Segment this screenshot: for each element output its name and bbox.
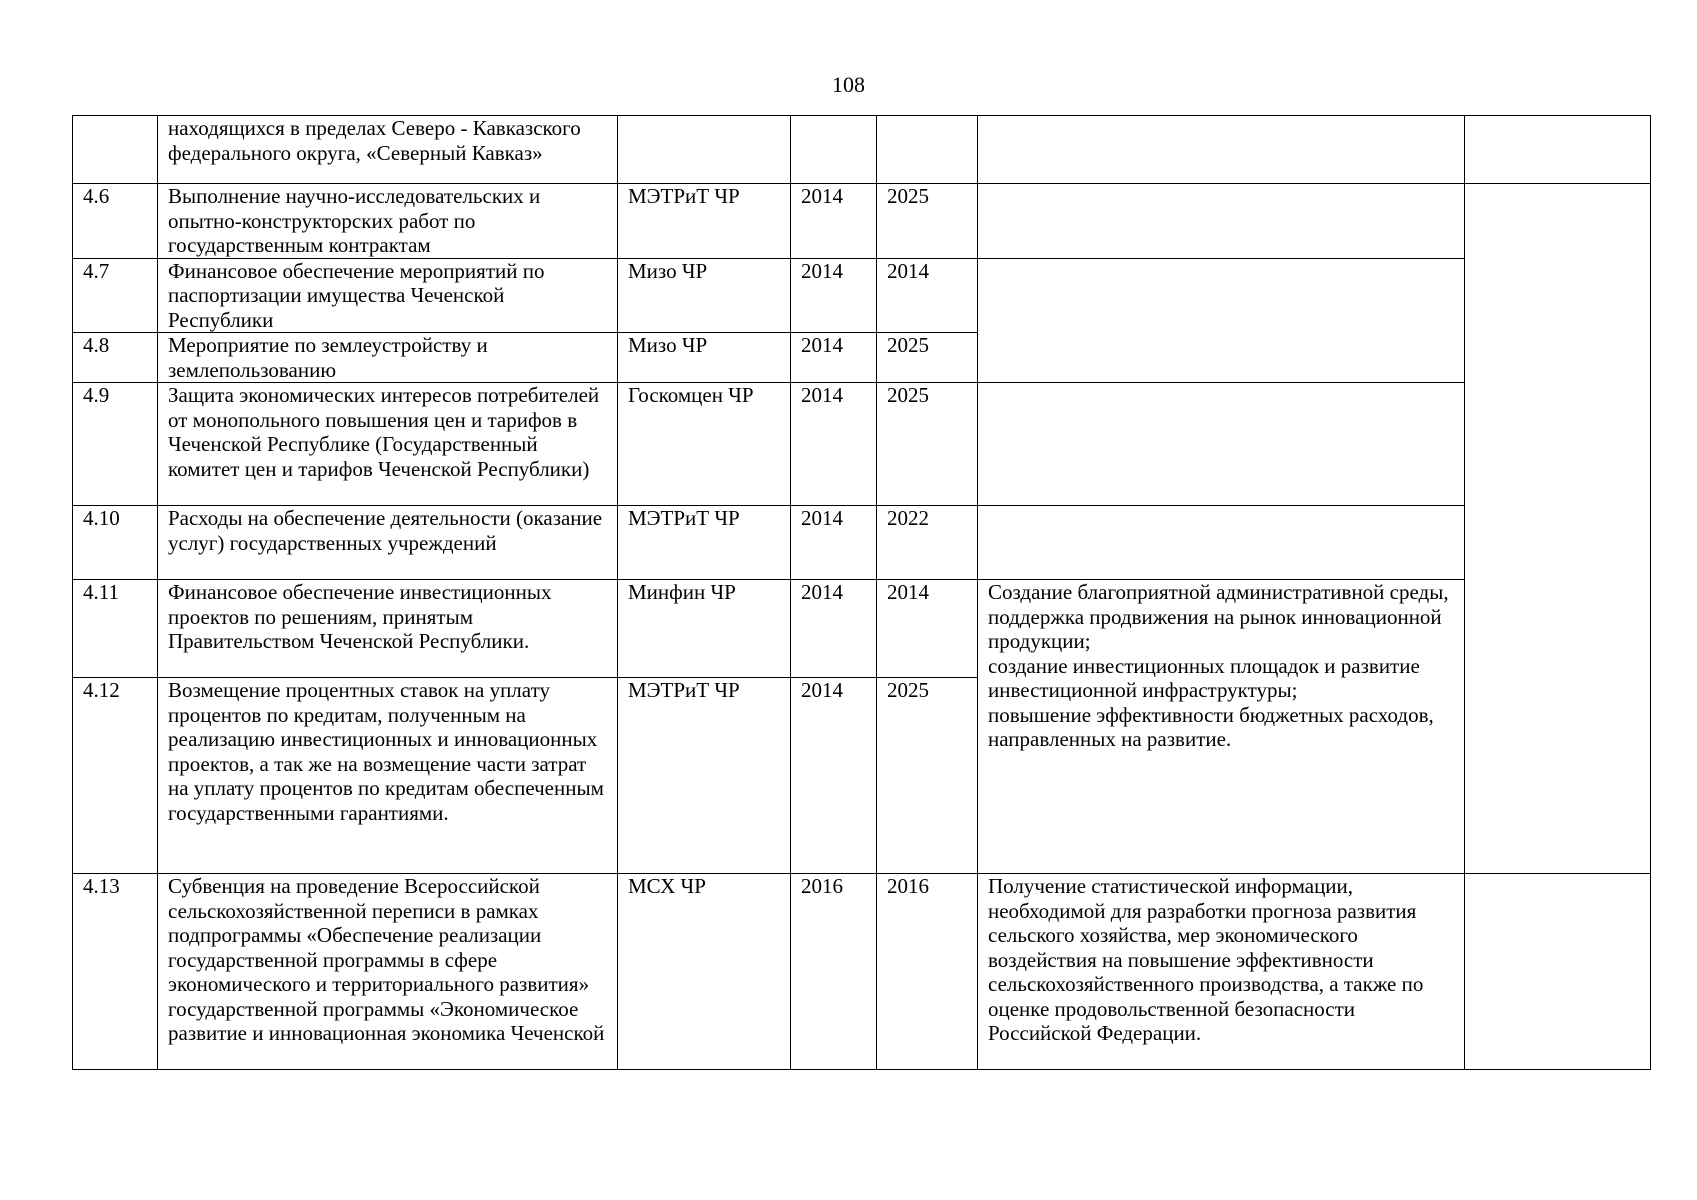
end-year-cell [877, 116, 978, 184]
activity-name-cell: Мероприятие по землеустройству и землепользованию [158, 333, 618, 383]
result-cell [978, 383, 1465, 506]
row-number-cell: 4.10 [73, 506, 158, 580]
row-number-cell: 4.12 [73, 678, 158, 874]
table-row [73, 383, 1651, 506]
result-cell [978, 116, 1465, 184]
executor-cell: Мизо ЧР [618, 333, 791, 383]
start-year-cell: 2014 [791, 383, 877, 506]
start-year-cell: 2014 [791, 258, 877, 333]
indicator-cell [1465, 184, 1651, 874]
start-year-cell: 2014 [791, 580, 877, 678]
program-activities-table [72, 115, 1651, 1070]
executor-cell: МЭТРиТ ЧР [618, 506, 791, 580]
start-year-cell [791, 116, 877, 184]
row-number-cell: 4.11 [73, 580, 158, 678]
indicator-cell [1465, 874, 1651, 1070]
start-year-cell: 2016 [791, 874, 877, 1070]
executor-cell: МЭТРиТ ЧР [618, 184, 791, 259]
start-year-cell: 2014 [791, 184, 877, 259]
executor-cell: МСХ ЧР [618, 874, 791, 1070]
executor-cell: Госкомцен ЧР [618, 383, 791, 506]
table-row [73, 116, 1651, 184]
executor-cell [618, 116, 791, 184]
result-cell [978, 258, 1465, 383]
activity-name-cell: находящихся в пределах Северо - Кавказского федерального округа, «Северный Кавказ» [158, 116, 618, 184]
executor-cell: МЭТРиТ ЧР [618, 678, 791, 874]
row-number-cell: 4.13 [73, 874, 158, 1070]
activity-name-cell: Расходы на обеспечение деятельности (оказание услуг) государственных учреждений [158, 506, 618, 580]
table-row [73, 580, 1651, 678]
result-cell: Создание благоприятной административной среды, поддержка продвижения на рынок инновационной продукции; создание инвестиционных площадок и развитие инвестиционной инфраструктуры; повышение эффективности бюджетных расходов, направленных на развитие. [978, 580, 1465, 874]
activity-name-cell: Защита экономических интересов потребителей от монопольного повышения цен и тарифов в Чеченской Республике (Государственный комитет цен и тарифов Чеченской Республики) [158, 383, 618, 506]
end-year-cell: 2025 [877, 333, 978, 383]
page-number: 108 [832, 72, 865, 97]
result-cell [978, 184, 1465, 259]
row-number-cell: 4.8 [73, 333, 158, 383]
table-row [73, 506, 1651, 580]
end-year-cell: 2025 [877, 184, 978, 259]
start-year-cell: 2014 [791, 678, 877, 874]
executor-cell: Мизо ЧР [618, 258, 791, 333]
table-row [73, 874, 1651, 1070]
end-year-cell: 2014 [877, 580, 978, 678]
activity-name-cell: Финансовое обеспечение инвестиционных проектов по решениям, принятым Правительством Чеченской Республики. [158, 580, 618, 678]
activity-name-cell: Субвенция на проведение Всероссийской сельскохозяйственной переписи в рамках подпрограммы «Обеспечение реализации государственной программы в сфере экономического и территориального развития» государственной программы «Экономическое развитие и инновационная экономика Чеченской [158, 874, 618, 1070]
table-row [73, 184, 1651, 259]
end-year-cell: 2014 [877, 258, 978, 333]
result-cell [978, 506, 1465, 580]
activity-name-cell: Выполнение научно-исследовательских и опытно-конструкторских работ по государственным контрактам [158, 184, 618, 259]
start-year-cell: 2014 [791, 506, 877, 580]
row-number-cell [73, 116, 158, 184]
start-year-cell: 2014 [791, 333, 877, 383]
row-number-cell: 4.6 [73, 184, 158, 259]
end-year-cell: 2022 [877, 506, 978, 580]
result-cell: Получение статистической информации, необходимой для разработки прогноза развития сельского хозяйства, мер экономического воздействия на повышение эффективности сельскохозяйственного производства, а также по оценке продовольственной безопасности Российской Федерации. [978, 874, 1465, 1070]
row-number-cell: 4.7 [73, 258, 158, 333]
activity-name-cell: Возмещение процентных ставок на уплату процентов по кредитам, полученным на реализацию инвестиционных и инновационных проектов, а так же на возмещение части затрат на уплату процентов по кредитам обеспеченным государственными гарантиями. [158, 678, 618, 874]
table-row [73, 258, 1651, 333]
activity-name-cell: Финансовое обеспечение мероприятий по паспортизации имущества Чеченской Республики [158, 258, 618, 333]
end-year-cell: 2025 [877, 383, 978, 506]
end-year-cell: 2016 [877, 874, 978, 1070]
end-year-cell: 2025 [877, 678, 978, 874]
row-number-cell: 4.9 [73, 383, 158, 506]
indicator-cell [1465, 116, 1651, 184]
executor-cell: Минфин ЧР [618, 580, 791, 678]
